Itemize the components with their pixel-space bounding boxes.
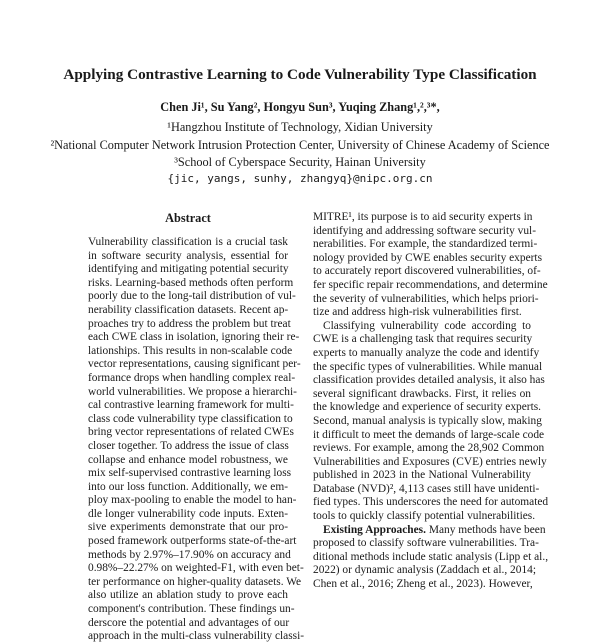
abstract-line: Vulnerability classification is a crucial task [88,236,288,248]
paper-title: Applying Contrastive Learning to Code Vulnerability Type Classification [63,66,537,83]
abstract-line: identifying and mitigating potential security [88,263,289,276]
abstract-body [88,236,305,644]
body-line: nerabilities. For example, the standardized termi- [313,238,538,251]
body-line: several significant drawbacks. First, it relies on [313,387,531,400]
body-line: identifying and addressing software security vul- [313,224,537,237]
abstract-line: nerability classification datasets. Recent ap- [88,303,289,316]
abstract-line: poorly due to the long-tail distribution of vul- [88,290,296,303]
body-line: ditional methods include static analysis (Lipp et al., [313,550,549,563]
body-line: Chen et al., 2016; Zheng et al., 2023). However, [313,578,533,591]
abstract-line: component's contribution. These findings un- [88,603,295,616]
body-line: CWE is a challenging task that requires security [313,333,533,346]
body-line: classification provides detailed analysis, it also has [313,374,545,387]
body-line: fied types. This underscores the need for automated [313,496,549,509]
abstract-heading: Abstract [165,211,211,225]
body-line: Vulnerabilities and Exposures (CVE) entries newly [313,455,547,468]
author-emails: {jic, yangs, sunhy, zhangyq}@nipc.org.cn [167,172,433,185]
body-line: MITRE¹, its purpose is to aid security experts in [313,211,533,223]
abstract-line: posed framework outperforms state-of-the-art [88,535,297,548]
body-line: to accurately report discovered vulnerabilities, of- [313,265,541,278]
paragraph-lead: Existing Approaches. [323,523,426,536]
affiliation-1: ¹Hangzhou Institute of Technology, Xidian University [167,120,433,134]
abstract-line: formance drops when handling complex real- [88,371,296,384]
body-line: published in 2023 in the National Vulnerability [313,469,531,482]
body-line: tools to quickly classify potential vulnerabilities. [313,510,536,523]
abstract-line: collapse and enhance model robustness, we [88,453,288,466]
abstract-line: closer together. To address the issue of class [88,439,289,452]
abstract-line: ploy max-pooling to enable the model to han- [88,494,297,507]
body-line: reviews. For example, among the 28,902 Common [313,442,545,455]
abstract-line: proaches try to address the problem but treat [88,317,291,330]
abstract-line: also utilize an ablation study to prove each [88,589,288,602]
abstract-line: class code vulnerability type classification to [88,412,293,425]
body-line: Database (NVD)², 4,113 cases still have unidenti- [313,482,540,495]
body-line: nology provided by CWE enables security experts [313,251,543,264]
abstract-line: in software security analysis, essential for [88,249,288,262]
body-line: it difficult to meet the demands of large-scale code [313,428,545,441]
abstract-line: mix self-supervised contrastive learning loss [88,467,292,480]
abstract-line: each CWE class in isolation, ignoring their re- [88,331,300,344]
body-line: the severity of vulnerabilities, which helps priori- [313,292,539,305]
abstract-line: dle longer vulnerability code inputs. Exten- [88,507,288,520]
abstract-line: derscore the potential and advantages of our [88,616,290,629]
body-line: proposed to classify software vulnerabilities. Tra- [313,537,539,550]
abstract-line: world vulnerabilities. We propose a hierarchi- [88,385,297,398]
body-line: Second, manual analysis is typically slow, making [313,414,542,427]
abstract-line: cal contrastive learning framework for multi- [88,399,294,412]
abstract-line: sive experiments demonstrate that our pro- [88,521,288,534]
affiliation-2: ²National Computer Network Intrusion Protection Center, University of Chinese Academy of Science [50,138,550,152]
body-line: the knowledge and experience of security experts. [313,401,542,414]
abstract-line: risks. Learning-based methods often perform [88,276,294,289]
abstract-line: methods by 2.97%–17.90% on accuracy and [88,548,291,561]
abstract-line: 0.98%–22.27% on weighted-F1, with even bet- [88,562,304,575]
abstract-line: lationships. This results in non-scalable code [88,344,293,357]
abstract-line: approach in the multi-class vulnerability classi- [88,630,305,643]
abstract-line: ter performance on higher-quality datasets. We [88,575,302,588]
abstract-line: into our loss function. Additionally, we em- [88,480,288,493]
affiliation-3: ³School of Cyberspace Security, Hainan University [174,155,426,169]
author-list: Chen Ji¹, Su Yang², Hongyu Sun³, Yuqing Zhang¹,²,³*, [160,100,440,114]
abstract-line: bring vector representations of related CWEs [88,426,294,439]
body-line: 2022) or dynamic analysis (Zaddach et al., 2014; [313,564,537,577]
introduction-column [313,211,549,592]
abstract-line: vector representations, causing significant per- [88,358,301,371]
body-line: the specific types of vulnerabilities. While manual [313,360,543,373]
body-line: Classifying vulnerability code according to [323,319,531,332]
body-line: fer specific repair recommendations, and determine [313,278,548,291]
body-line: experts to manually analyze the code and identify [313,346,540,359]
body-line: tize and address high-risk vulnerabilities first. [313,306,522,319]
body-line: Existing Approaches. Many methods have been [323,523,546,536]
